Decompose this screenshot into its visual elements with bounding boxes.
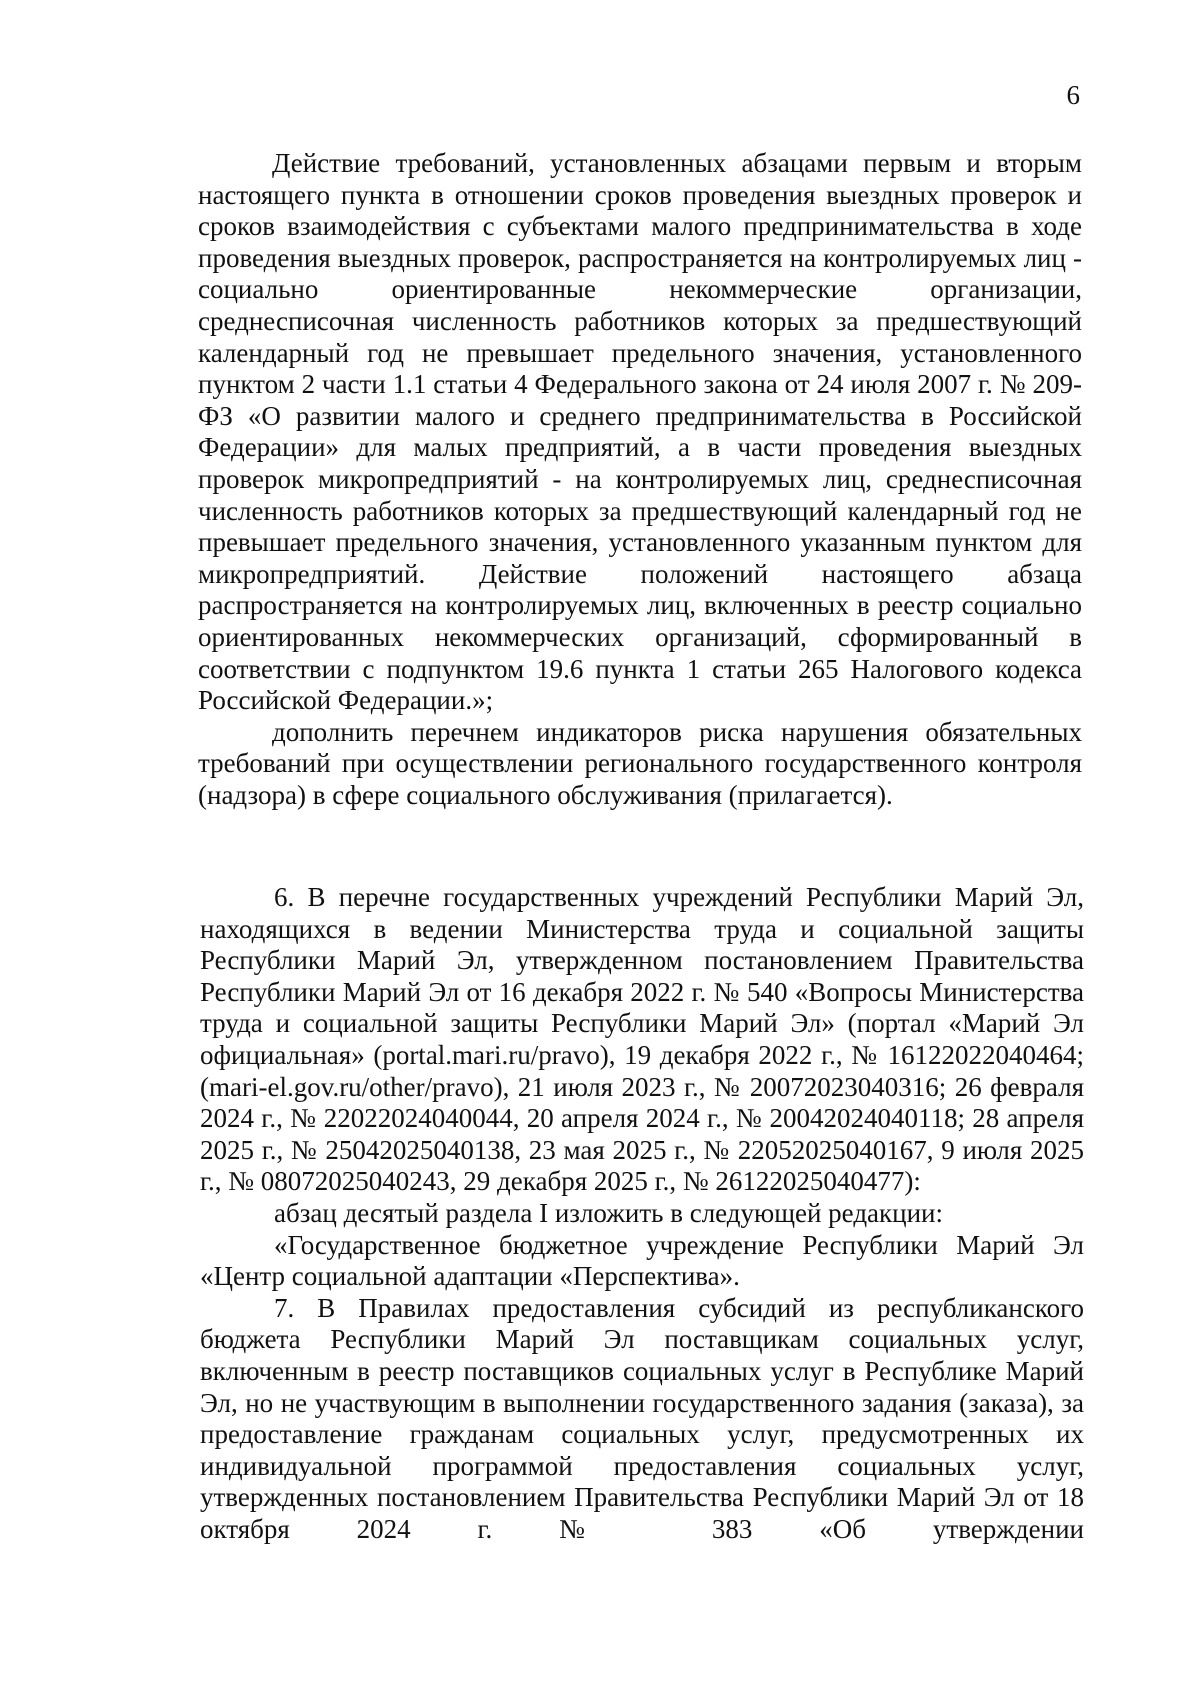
paragraph-item-6: 6. В перечне государственных учреждений Республики Марий Эл, находящихся в ведении Министерства труда и социальной защиты Республики Марий Эл, утвержденном постановлением Правительства Республики Марий Эл от 16 декабря 2022 г. № 540 «Вопросы Министерства труда и социальной защиты Республики Марий Эл» (портал «Марий Эл официальная» (portal.mari.ru/pravo), 19 декабря 2022 г., № 16122022040464; (mari-el.gov.ru/other/pravo), 21 июля 2023 г., № 20072023040316; 26 февраля 2024 г., № 22022024040044, 20 апреля 2024 г., № 20042024040118; 28 апреля 2025 г., № 25042025040138, 23 мая 2025 г., № 22052025040167, 9 июля 2025 г., № 08072025040243, 29 декабря 2025 г., № 26122025040477): (200, 882, 1084, 1197)
body-text-top (198, 148, 1082, 811)
body-text-bottom (200, 882, 1084, 1545)
paragraph-risk-indicators: дополнить перечнем индикаторов риска нарушения обязательных требований при осуществлении регионального государственного контроля (надзора) в сфере социального обслуживания (прилагается). (198, 716, 1082, 810)
paragraph-section-edit: абзац десятый раздела I изложить в следующей редакции: (274, 1197, 944, 1228)
paragraph-item-7: 7. В Правилах предоставления субсидий из республиканского бюджета Республики Марий Эл поставщикам социальных услуг, включенным в реестр поставщиков социальных услуг в Республике Марий Эл, но не участвующим в выполнении государственного задания (заказа), за предоставление гражданам социальных услуг, предусмотренных их индивидуальной программой предоставления социальных услуг, утвержденных постановлением Правительства Республики Марий Эл от 18 октября 2024 г. № 383 «Об утверждении (200, 1292, 1084, 1544)
paragraph-institution-name: «Государственное бюджетное учреждение Республики Марий Эл «Центр социальной адаптации «Перспектива». (200, 1229, 1084, 1292)
paragraph-requirements: Действие требований, установленных абзацами первым и вторым настоящего пункта в отношении сроков проведения выездных проверок и сроков взаимодействия с субъектами малого предпринимательства в ходе проведения выездных проверок, распространяется на контролируемых лиц - социально ориентированные некоммерческие организации, среднесписочная численность работников которых за предшествующий календарный год не превышает предельного значения, установленного пунктом 2 части 1.1 статьи 4 Федерального закона от 24 июля 2007 г. № 209-ФЗ «О развитии малого и среднего предпринимательства в Российской Федерации» для малых предприятий, а в части проведения выездных проверок микропредприятий - на контролируемых лиц, среднесписочная численность работников которых за предшествующий календарный год не превышает предельного значения, установленного указанным пунктом для микропредприятий. Действие положений настоящего абзаца распространяется на контролируемых лиц, включенных в реестр социально ориентированных некоммерческих организаций, сформированный в соответствии с подпунктом 19.6 пункта 1 статьи 265 Налогового кодекса Российской Федерации.»; (198, 148, 1082, 716)
page-number: 6 (1066, 80, 1080, 110)
